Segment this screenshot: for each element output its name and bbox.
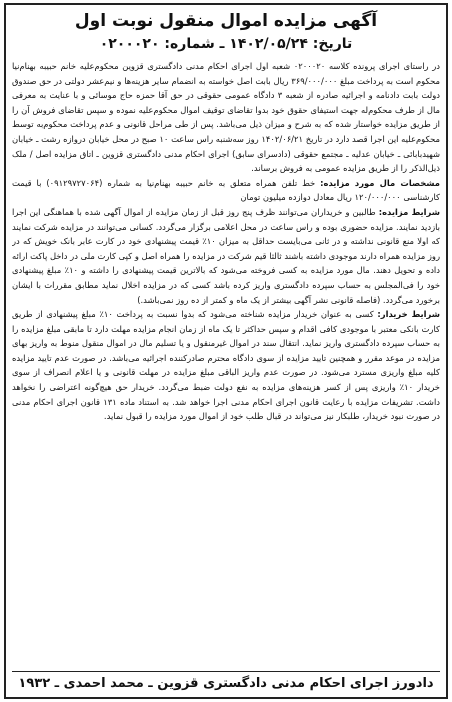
buyer-paragraph (12, 307, 440, 424)
buyer-heading: شرایط خریدار: (377, 309, 440, 320)
notice-body (12, 59, 440, 671)
buyer-text: کسی به عنوان خریدار مزایده شناخته می‌شود که بدوا نسبت به پرداخت ۱۰٪ مبلغ پیشنهادی از طریق کارت بانکی معتبر با موجودی کافی اقدام و سپس حداکثر تا یک ماه از زمان انجام مزایده مهلت دارد تا مابقی مبلغ مزایده را به حساب سپرده دادگستری واریز نماید. انتقال سند در اموال غیرمنقول و یا تسلیم مال در اموال منقول منوط به واریز بهای مزایده در موعد مقرر و همچنین تایید مزایده از سوی دادگاه محترم صادرکننده اجرائیه می‌باشد. در صورت عدم تایید مزایده کلیه مبلغ واریزی مسترد می‌شود. در صورت عدم واریز الباقی مبلغ مزایده در مهلت قانونی و یا اعلام انصراف از سوی خریدار ۱۰٪ واریزی پس از کسر هزینه‌های مزایده به نفع دولت ضبط می‌گردد. خریدار حق هیچ‌گونه اعتراضی را نخواهد داشت. تشریفات مزایده با رعایت قانون اجرای احکام مدنی اجرا خواهد شد. به استناد ماده ۱۳۱ قانون اجرای احکام مدنی در صورت نبود خریدار، طلبکار نیز می‌تواند در قبال طلب خود از اموال مورد مزایده را قبول نماید. (12, 309, 440, 422)
specs-paragraph (12, 176, 440, 205)
notice-title: آگهی مزایده اموال منقول نوبت اول (74, 11, 378, 31)
notice-frame (4, 3, 448, 699)
notice-date-number: تاریخ: ۱۴۰۲/۰۵/۲۴ ـ شماره: ۰۲۰۰۰۲۰ (99, 36, 353, 52)
terms-heading: شرایط مزایده: (378, 206, 440, 217)
notice-signature: دادورز اجرای احکام مدنی دادگستری قزوین ـ محمد احمدی ـ ۱۹۳۲ (12, 671, 440, 695)
intro-paragraph: در راستای اجرای پرونده کلاسه ۰۲۰۰۰۲۰ شعبه اول اجرای احکام مدنی دادگستری قزوین محکوم‌علیه خانم حبیبه بهنام‌نیا محکوم است به پرداخت مبلغ ۳۶۹/۰۰۰/۰۰۰ ریال بابت اصل خواسته به انضمام سایر هزینه‌ها و نیم‌عشر دولتی در حق صندوق دولت بابت دادنامه و اجرائیه صادره از شعبه ۳ دادگاه عمومی حقوقی در حق آقا حمزه حاج موسائی و با عنایت به معرفی مال از طرف محکوم‌له جهت استیفای حقوق خود بدوا تقاضای توقیف اموال محکوم‌علیه نموده و سپس تقاضای فروش آن را از طریق مزایده خواستار شده که به شرح و میزان ذیل می‌باشد. پس از طی مراحل قانونی و عدم پرداخت محکوم‌به توسط محکوم‌علیه این اجرا قصد دارد در تاریخ ۱۴۰۲/۰۶/۲۱ روز سه‌شنبه راس ساعت ۱۰ صبح در محل خیابان دروازه رشت ـ خیابان شهیدبابائی ـ خیابان عدلیه ـ مجتمع حقوقی (دادسرای سابق) اجرای احکام مدنی دادگستری قزوین ـ اتاق مزایده اصل / ملک ذیل‌الذکر را از طریق مزایده عمومی به فروش برساند. (12, 61, 440, 174)
terms-paragraph (12, 205, 440, 307)
specs-heading: مشخصات مال مورد مزایده: (320, 177, 440, 188)
specs-text: خط تلفن همراه متعلق به خانم حبیبه بهنام‌نیا به شماره (۰۹۱۲۹۷۲۷۰۶۴) با قیمت کارشناسی ۱۲۰/۰۰۰/۰۰۰ ریال معادل دوازده میلیون تومان (12, 177, 440, 203)
terms-text: طالبین و خریداران می‌توانند ظرف پنج روز قبل از زمان مزایده از اموال آگهی شده با هماهنگی این اجرا بازدید نمایند. مزایده حضوری بوده و راس ساعت در محل اعلامی برگزار می‌گردد. کسانی می‌توانند در مزایده شرکت نمایند که اولا منع قانونی نداشته و در ثانی می‌بایست حداقل به میزان ۱۰٪ قیمت پیشنهادی خود در کارت عابر بانک خویش که در روز مزایده همراه دارند موجودی داشته باشند ثالثا قیم شرکت در مزایده را همراه اصل و کپی کارت ملی در داخل پاکت ارائه داده و تحویل دهند. مال مورد مزایده به کسی فروخته می‌شود که بالاترین قیمت پیشنهادی را داشته و ۱۰٪ مبلغ پیشنهادی خود را فی‌المجلس به حساب سپرده دادگستری واریز کرده باشد کسی که در مزایده اخلال نماید مطابق مقررات با ایشان برخورد می‌گردد. (فاصله قانونی نشر آگهی بیشتر از یک ماه و کمتر از ده روز نمی‌باشد.) (12, 206, 440, 305)
